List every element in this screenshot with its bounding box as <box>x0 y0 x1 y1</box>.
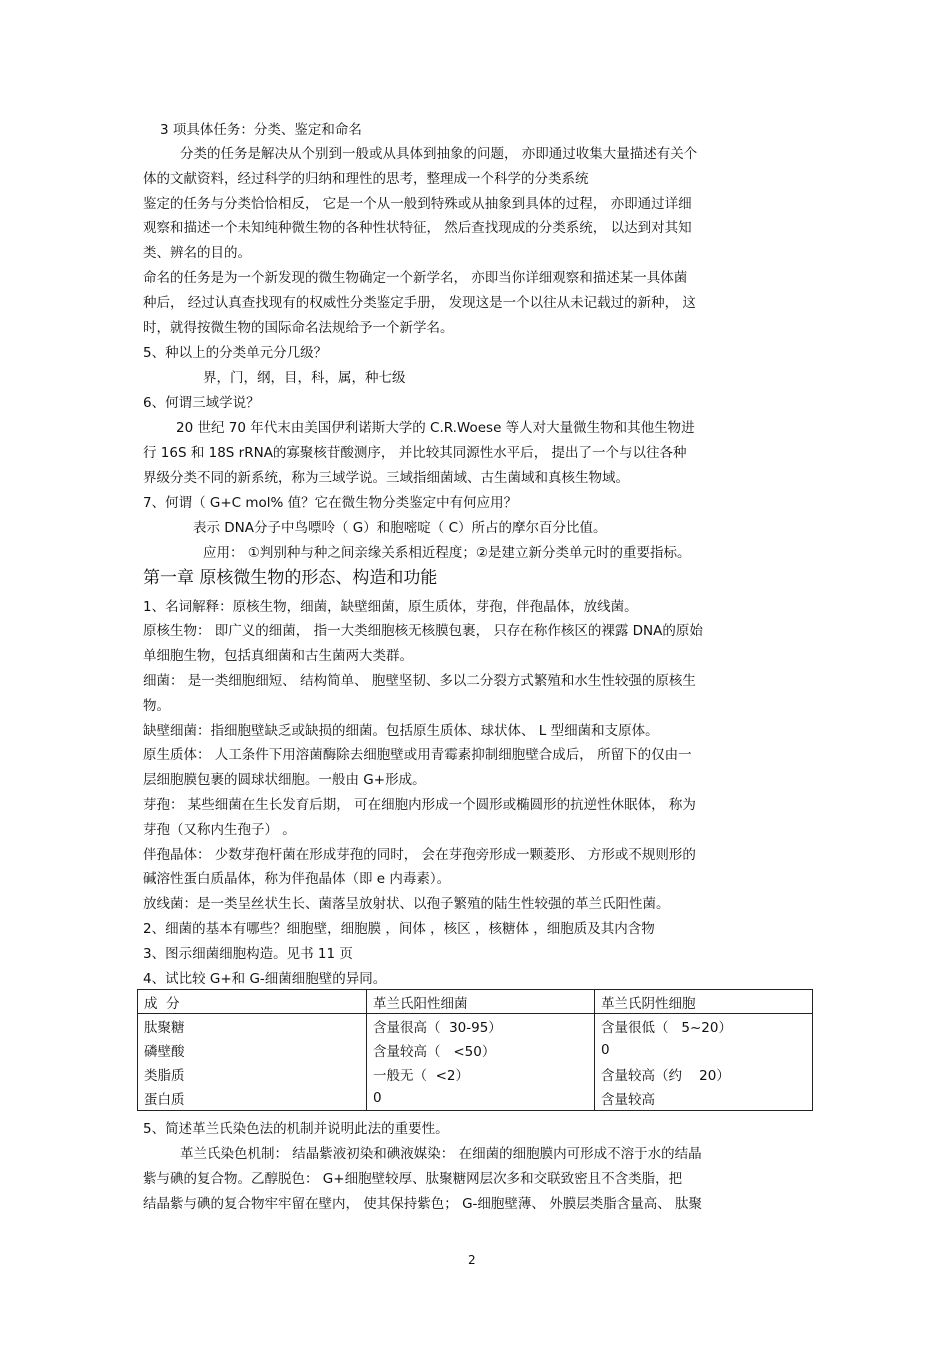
table-header-cell: 革兰氏阳性细菌 <box>367 990 595 1014</box>
text-line: 原核生物： 即广义的细菌， 指一大类细胞核无核膜包裹， 只存在称作核区的裸露 DNA的原始 <box>143 623 703 639</box>
text-line: 界，门，纲，目，科，属，种七级 <box>203 370 406 386</box>
text-line: 观察和描述一个未知纯种微生物的各种性状特征， 然后查找现成的分类系统， 以达到对其知 <box>143 220 692 236</box>
page-number: 2 <box>468 1253 476 1267</box>
text-line: 应用： ①判别种与种之间亲缘关系相近程度；②是建立新分类单元时的重要指标。 <box>203 545 691 561</box>
table-row <box>138 1038 813 1062</box>
table-cell: 含量很低（ 5~20） <box>595 1014 813 1039</box>
text-line: 行 16S 和 18S rRNA的寡聚核苷酸测序， 并比较其同源性水平后， 提出了一个与以往各种 <box>143 445 687 461</box>
text-line: 3 项具体任务：分类、鉴定和命名 <box>160 122 362 138</box>
table-cell: 0 <box>595 1038 813 1062</box>
table-cell: 肽聚糖 <box>138 1014 367 1039</box>
table-cell: 磷壁酸 <box>138 1038 367 1062</box>
table-header-cell: 成 分 <box>138 990 367 1014</box>
text-line: 细菌： 是一类细胞细短、 结构简单、 胞壁坚韧、多以二分裂方式繁殖和水生性较强的原核生 <box>143 673 696 689</box>
text-line: 类、辨名的目的。 <box>143 245 251 261</box>
text-line: 芽孢： 某些细菌在生长发育后期， 可在细胞内形成一个圆形或椭圆形的抗逆性休眠体， 称为 <box>143 797 696 813</box>
text-line: 层细胞膜包裹的圆球状细胞。一般由 G+形成。 <box>143 772 426 788</box>
text-line: 伴孢晶体： 少数芽孢杆菌在形成芽孢的同时， 会在芽孢旁形成一颗菱形、 方形或不规则形的 <box>143 847 696 863</box>
table-row <box>138 1086 813 1111</box>
text-line: 革兰氏染色机制： 结晶紫液初染和碘液媒染： 在细菌的细胞膜内可形成不溶于水的结晶 <box>180 1146 702 1162</box>
text-line: 20 世纪 70 年代末由美国伊利诺斯大学的 C.R.Woese 等人对大量微生物和其他生物进 <box>176 420 695 436</box>
text-line: 表示 DNA分子中鸟嘌呤（ G）和胞嘧啶（ C）所占的摩尔百分比值。 <box>193 520 607 536</box>
table-row <box>138 1062 813 1086</box>
text-line: 界级分类不同的新系统，称为三域学说。三域指细菌域、古生菌域和真核生物域。 <box>143 470 629 486</box>
text-line: 2、细菌的基本有哪些？细胞壁，细胞膜 ，间体 ，核区 ，核糖体 ，细胞质及其内含物 <box>143 921 655 937</box>
table-cell: 含量较高（ <50） <box>367 1038 595 1062</box>
text-line: 体的文献资料，经过科学的归纳和理性的思考，整理成一个科学的分类系统 <box>143 171 589 187</box>
text-line: 放线菌：是一类呈丝状生长、菌落呈放射状、以孢子繁殖的陆生性较强的革兰氏阳性菌。 <box>143 896 670 912</box>
text-line: 缺壁细菌：指细胞壁缺乏或缺损的细菌。包括原生质体、球状体、 L 型细菌和支原体。 <box>143 723 659 739</box>
table-cell: 含量很高（ 30-95） <box>367 1014 595 1039</box>
text-line: 芽孢（又称内生孢子） 。 <box>143 822 296 838</box>
chapter-title: 第一章 原核微生物的形态、构造和功能 <box>143 568 438 588</box>
text-line: 6、何谓三域学说？ <box>143 395 260 411</box>
table-cell: 类脂质 <box>138 1062 367 1086</box>
text-line: 物。 <box>143 698 170 714</box>
cell-wall-comparison-table <box>137 989 813 1111</box>
table-cell: 含量较高 <box>595 1086 813 1111</box>
text-line: 单细胞生物，包括真细菌和古生菌两大类群。 <box>143 648 413 664</box>
table-header-cell: 革兰氏阴性细胞 <box>595 990 813 1014</box>
table-cell: 0 <box>367 1086 595 1111</box>
text-line: 时，就得按微生物的国际命名法规给予一个新学名。 <box>143 320 454 336</box>
table-cell: 含量较高（约 20） <box>595 1062 813 1086</box>
text-line: 3、图示细菌细胞构造。见书 11 页 <box>143 946 353 962</box>
text-line: 种后， 经过认真查找现有的权威性分类鉴定手册， 发现这是一个以往从未记载过的新种， 这 <box>143 295 696 311</box>
text-line: 1、名词解释：原核生物，细菌，缺壁细菌，原生质体，芽孢，伴孢晶体，放线菌。 <box>143 599 638 615</box>
table-cell: 一般无（ <2） <box>367 1062 595 1086</box>
text-line: 分类的任务是解决从个别到一般或从具体到抽象的问题， 亦即通过收集大量描述有关个 <box>180 146 698 162</box>
text-line: 原生质体： 人工条件下用溶菌酶除去细胞壁或用青霉素抑制细胞壁合成后， 所留下的仅由一 <box>143 747 692 763</box>
text-line: 紫与碘的复合物。乙醇脱色： G+细胞壁较厚、肽聚糖网层次多和交联致密且不含类脂，把 <box>143 1171 683 1187</box>
text-line: 鉴定的任务与分类恰恰相反， 它是一个从一般到特殊或从抽象到具体的过程， 亦即通过详细 <box>143 196 692 212</box>
table-row <box>138 1014 813 1039</box>
table-cell: 蛋白质 <box>138 1086 367 1111</box>
text-line: 命名的任务是为一个新发现的微生物确定一个新学名， 亦即当你详细观察和描述某一具体菌 <box>143 270 688 286</box>
text-line: 5、种以上的分类单元分几级？ <box>143 345 328 361</box>
text-line: 结晶紫与碘的复合物牢牢留在壁内， 使其保持紫色； G-细胞壁薄、 外膜层类脂含量高、 肽聚 <box>143 1196 702 1212</box>
text-line: 7、何谓（ G+C mol% 值？它在微生物分类鉴定中有何应用？ <box>143 495 518 511</box>
text-line: 5、简述革兰氏染色法的机制并说明此法的重要性。 <box>143 1121 449 1137</box>
text-line: 碱溶性蛋白质晶体，称为伴孢晶体（即 e 内毒素）。 <box>143 871 451 887</box>
text-line: 4、试比较 G+和 G-细菌细胞壁的异同。 <box>143 971 387 987</box>
table-header-row <box>138 990 813 1014</box>
